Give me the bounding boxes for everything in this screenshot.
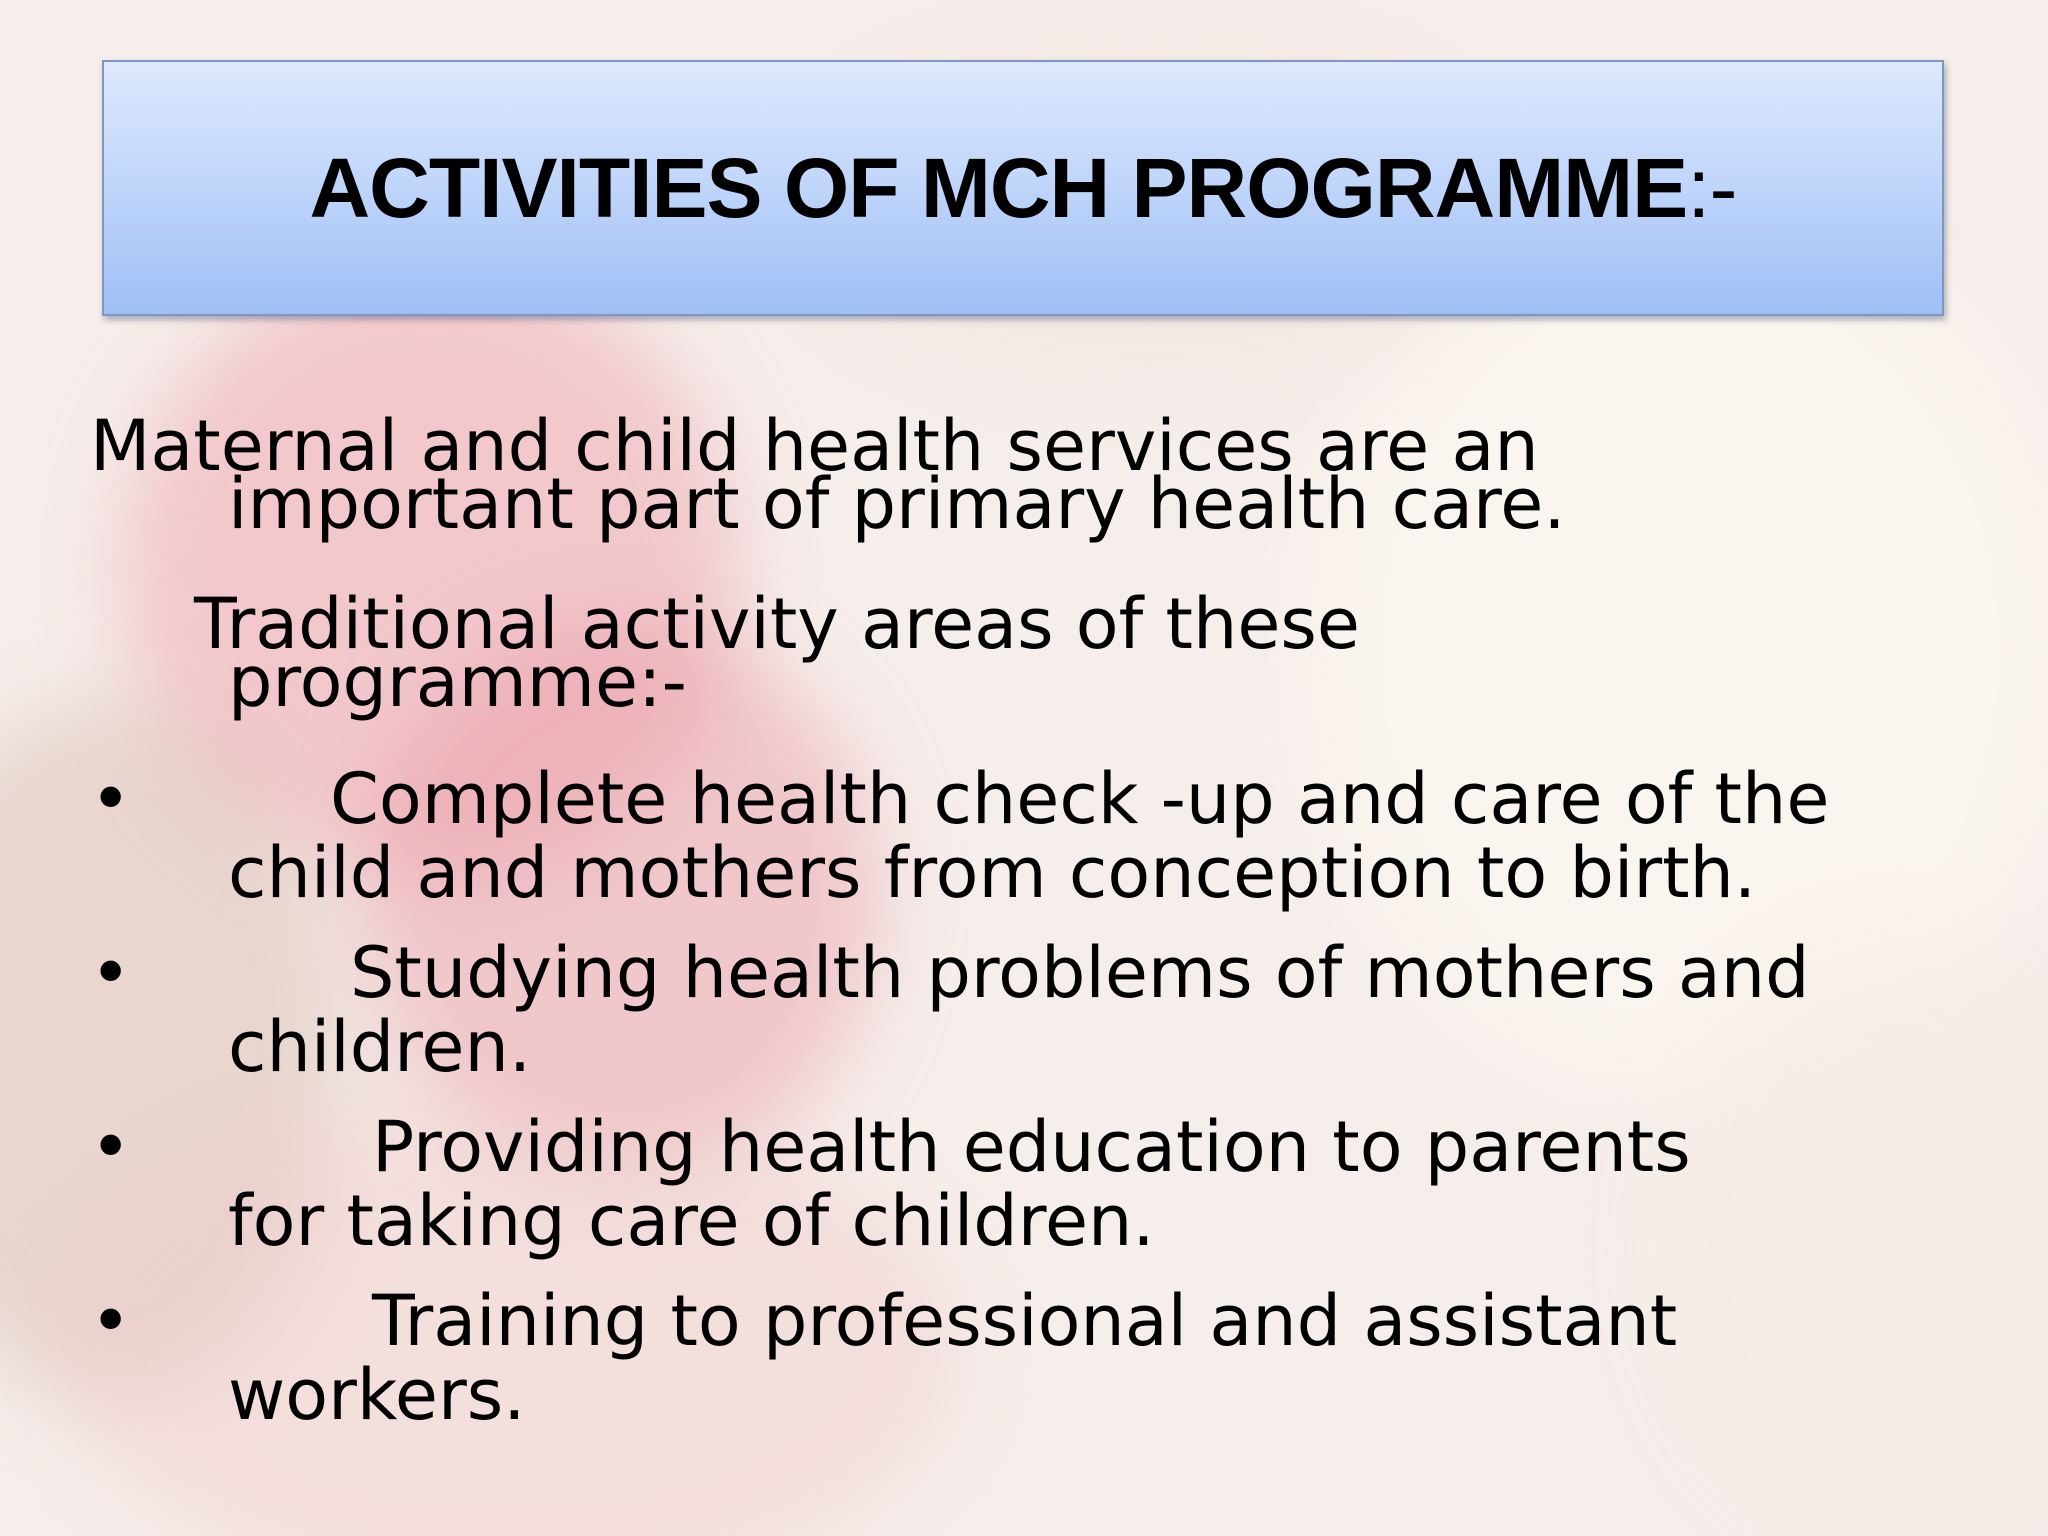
intro-line-1: Maternal and child health services are an	[90, 405, 1539, 487]
subheading-line-1: Traditional activity areas of these	[194, 583, 1360, 665]
bullet-icon: •	[90, 1106, 132, 1188]
title-box	[102, 60, 1944, 316]
intro-paragraph	[90, 405, 1970, 545]
slide-title	[310, 140, 1737, 237]
bullet-1-line-1: Complete health check -up and care of the	[330, 758, 1830, 840]
slide-title-text: ACTIVITIES OF MCH PROGRAMME	[309, 140, 1688, 235]
subheading-line-2: programme:-	[228, 641, 687, 723]
bullet-1-line-2: child and mothers from conception to birth.	[228, 832, 1757, 914]
bullet-icon: •	[90, 932, 132, 1014]
bullet-4-line-1: Training to professional and assistant	[372, 1280, 1678, 1362]
bullet-4-line-2: workers.	[228, 1354, 526, 1436]
slide-title-suffix: :-	[1687, 140, 1737, 235]
subheading-paragraph	[90, 583, 1970, 723]
bullet-3-line-1: Providing health education to parents	[372, 1106, 1691, 1188]
bullet-3-line-2: for taking care of children.	[228, 1180, 1155, 1262]
bullet-2-line-2: children.	[228, 1006, 532, 1088]
intro-line-2: important part of primary health care.	[228, 463, 1566, 545]
bullet-2-line-1: Studying health problems of mothers and	[350, 932, 1810, 1014]
bullet-icon: •	[90, 1280, 132, 1362]
bullet-icon: •	[90, 758, 132, 840]
